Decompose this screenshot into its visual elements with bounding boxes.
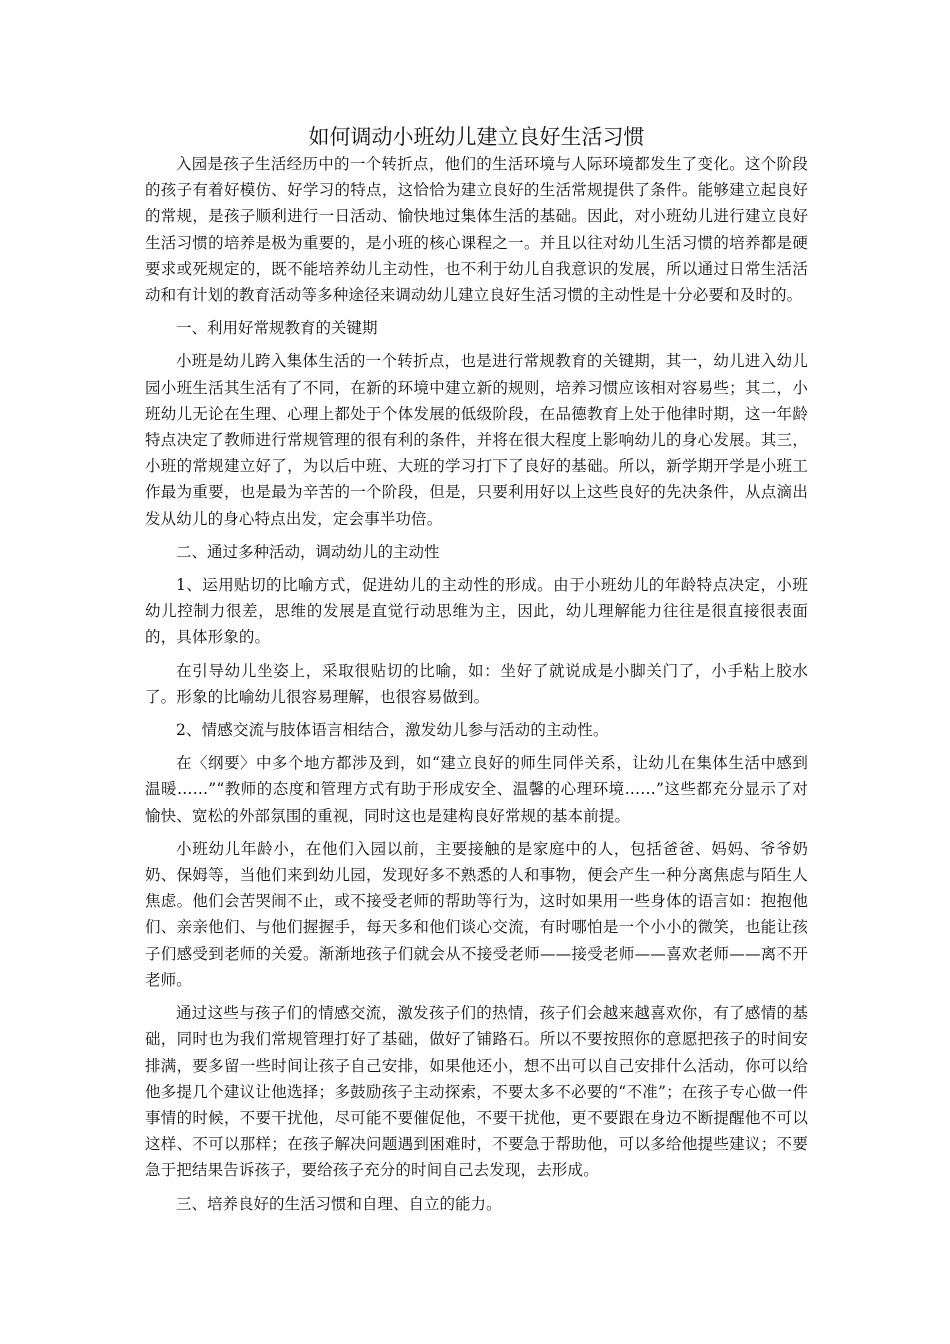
section-heading-2: 二、通过多种活动，调动幼儿的主动性 (176, 542, 440, 561)
paragraph-separation-anxiety: 小班幼儿年龄小，在他们入园以前，主要接触的是家庭中的人，包括爸爸、妈妈、爷爷奶奶、保姆等，当他们来到幼儿园，发现好多不熟悉的人和事物，便会产生一种分离焦虑与陌生人焦虑。他们会苦哭闹不止，或不接受老师的帮助等行为，这时如果用一些身体的语言如：抱抱他们、亲亲他们、与他们握握手，每天多和他们谈心交流，有时哪怕是一个小小的微笑，也能让孩子们感受到老师的关爱。渐渐地孩子们就会从不接受老师——接受老师——喜欢老师——离不开老师。 (145, 839, 808, 989)
section-heading-1: 一、利用好常规教育的关键期 (176, 319, 378, 338)
document-title: 如何调动小班幼儿建立良好生活习惯 (308, 125, 645, 149)
paragraph-key-period: 小班是幼儿跨入集体生活的一个转折点，也是进行常规教育的关键期，其一，幼儿进入幼儿园小班生活其生活有了不同，在新的环境中建立新的规则，培养习惯应该相对容易些；其二，小班幼儿无论在生理、心理上都处于个体发展的低级阶段，在品德教育上处于他律时期，这一年龄特点决定了教师进行常规管理的很有利的条件，并将在很大程度上影响幼儿的身心发展。其三，小班的常规建立好了，为以后中班、大班的学习打下了良好的基础。所以，新学期开学是小班工作最为重要，也是最为辛苦的一个阶段，但是，只要利用好以上这些良好的先决条件，从点滴出发从幼儿的身心特点出发，定会事半功倍。 (145, 352, 808, 528)
section-heading-3: 三、培养良好的生活习惯和自理、自立的能力。 (176, 1194, 502, 1213)
paragraph-emotion-body-language: 2、情感交流与肢体语言相结合，激发幼儿参与活动的主动性。 (176, 721, 609, 740)
paragraph-metaphor: 1、运用贴切的比喻方式，促进幼儿的主动性的形成。由于小班幼儿的年龄特点决定，小班幼儿控制力很差，思维的发展是直觉行动思维为主，因此，幼儿理解能力往往是很直接很表面的，具体形象的。 (145, 576, 808, 647)
paragraph-sitting-example: 在引导幼儿坐姿上，采取很贴切的比喻，如：坐好了就说成是小脚关门了，小手粘上胶水了。形象的比喻幼儿很容易理解，也很容易做到。 (145, 661, 808, 706)
paragraph-emotional-exchange: 通过这些与孩子们的情感交流，激发孩子们的热情，孩子们会越来越喜欢你，有了感情的基础，同时也为我们常规管理打好了基础，做好了铺路石。所以不要按照你的意愿把孩子的时间安排满，要多留一些时间让孩子自己安排，如果他还小，想不出可以自己安排什么活动，你可以给他多提几个建议让他选择；多鼓励孩子主动探索，不要太多不必要的“不准”；在孩子专心做一件事情的时候，不要干扰他，尽可能不要催促他，不要干扰他，更不要跟在身边不断提醒他不可以这样、不可以那样；在孩子解决问题遇到困难时，不要急于帮助他，可以多给他提些建议；不要急于把结果告诉孩子，要给孩子充分的时间自己去发现，去形成。 (145, 1004, 808, 1180)
paragraph-guideline-quote: 在〈纲要〉中多个地方都涉及到，如“建立良好的师生同伴关系，让幼儿在集体生活中感到温暖……”“教师的态度和管理方式有助于形成安全、温馨的心理环境……”这些都充分显示了对愉快、宽松的外部氛围的重视，同时这也是建构良好常规的基本前提。 (145, 754, 808, 825)
paragraph-intro: 入园是孩子生活经历中的一个转折点，他们的生活环境与人际环境都发生了变化。这个阶段的孩子有着好模仿、好学习的特点，这恰恰为建立良好的生活常规提供了条件。能够建立起良好的常规，是孩子顺利进行一日活动、愉快地过集体生活的基础。因此，对小班幼儿进行建立良好生活习惯的培养是极为重要的，是小班的核心课程之一。并且以往对幼儿生活习惯的培养都是硬要求或死规定的，既不能培养幼儿主动性，也不利于幼儿自我意识的发展，所以通过日常生活活动和有计划的教育活动等多种途径来调动幼儿建立良好生活习惯的主动性是十分必要和及时的。 (145, 155, 808, 305)
document-body (145, 122, 808, 1217)
